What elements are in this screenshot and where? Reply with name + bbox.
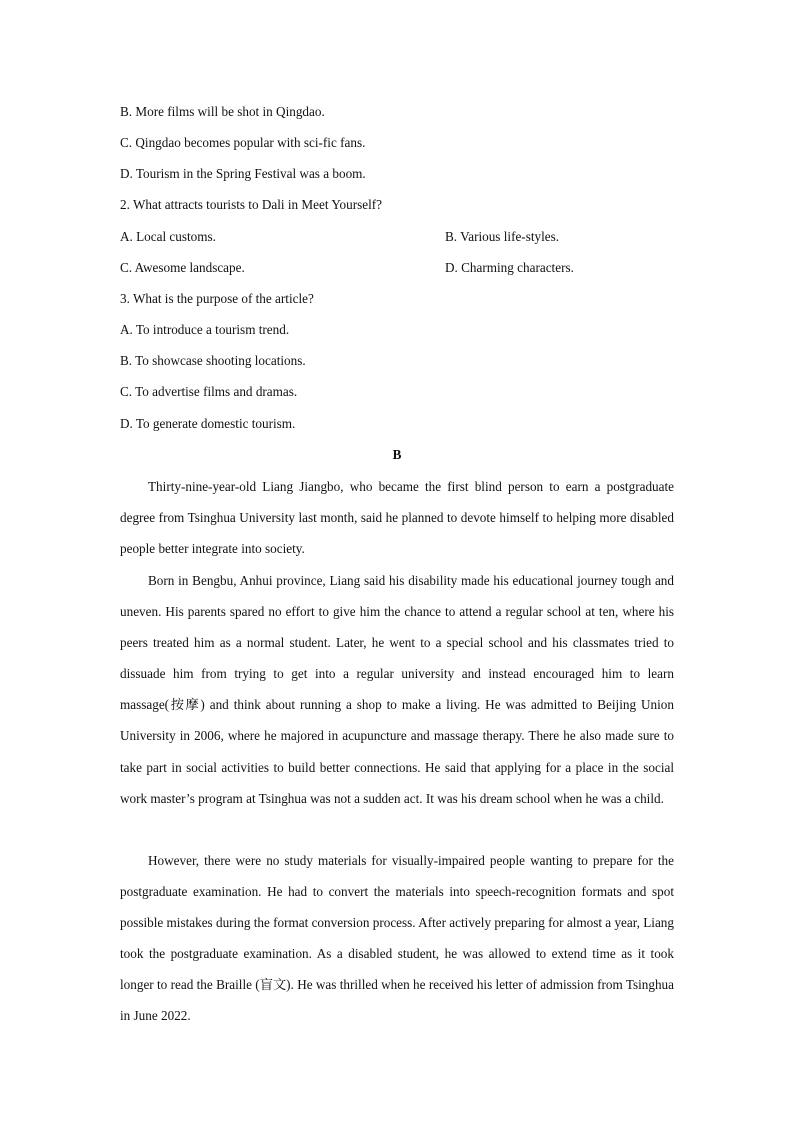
q2-option-a: A. Local customs. [120,229,216,244]
q2-question: 2. What attracts tourists to Dali in Meet Yourself? [120,197,382,212]
q3-option-b: B. To showcase shooting locations. [120,353,306,368]
section-heading: B [392,447,402,462]
q2-option-d: D. Charming characters. [445,260,574,275]
passage-paragraph-3: However, there were no study materials for visually-impaired people wanting to prepare for the postgraduate examination. He had to convert the materials into speech-recognition formats and spot possible mistakes during the format conversion process. After actively preparing for almost a year, Liang took the postgraduate examination. As a disabled student, he was allowed to extend time as it took longer to read the Braille (盲文). He was thrilled when he received his letter of admission from Tsinghua in June 2022. [120,853,674,1024]
q3-option-d: D. To generate domestic tourism. [120,416,296,431]
q3-option-c: C. To advertise films and dramas. [120,384,298,399]
q1-option-b: B. More films will be shot in Qingdao. [120,104,325,119]
passage-paragraph-1: Thirty-nine-year-old Liang Jiangbo, who became the first blind person to earn a postgraduate degree from Tsinghua University last month, said he planned to devote himself to helping more disabled people better integrate into society. [120,479,674,557]
q2-option-b: B. Various life-styles. [445,229,560,244]
q2-option-c: C. Awesome landscape. [120,260,245,275]
q1-option-d: D. Tourism in the Spring Festival was a boom. [120,166,366,181]
q3-option-a: A. To introduce a tourism trend. [120,322,290,337]
passage-paragraph-2: Born in Bengbu, Anhui province, Liang said his disability made his educational journey tough and uneven. His parents spared no effort to give him the chance to attend a regular school at ten, where his peers treated him as a normal student. Later, he went to a special school and his classmates tried to dissuade him from trying to get into a regular university and instead encouraged him to learn massage(按摩) and think about running a shop to make a living. He was admitted to Beijing Union University in 2006, where he majored in acupuncture and massage therapy. There he also made sure to take part in social activities to build better connections. He said that applying for a place in the social work master’s program at Tsinghua was not a sudden act. It was his dream school when he was a child. [120,573,674,806]
q3-question: 3. What is the purpose of the article? [120,291,314,306]
q1-option-c: C. Qingdao becomes popular with sci-fic fans. [120,135,366,150]
